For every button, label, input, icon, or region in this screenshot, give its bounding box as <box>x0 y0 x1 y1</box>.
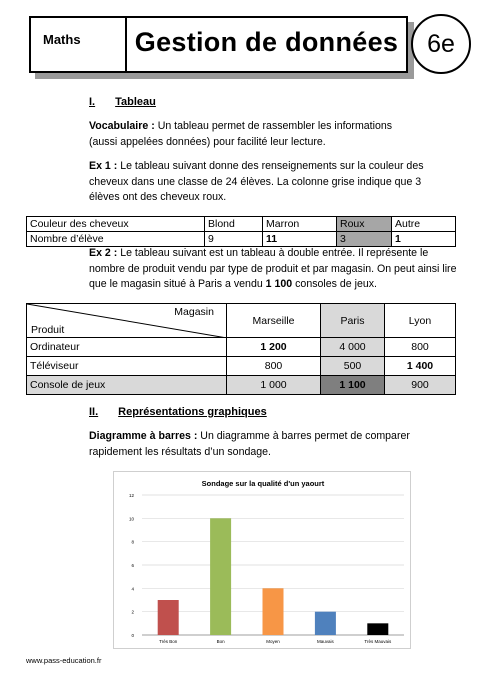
table-cell: 900 <box>385 376 456 395</box>
y-tick-label: 8 <box>131 539 134 545</box>
row-header: Console de jeux <box>27 376 227 395</box>
table-row <box>27 376 456 395</box>
y-tick-label: 10 <box>128 516 134 522</box>
table-cell: 1 400 <box>385 357 456 376</box>
table-row <box>27 304 456 338</box>
table-cell: 1 200 <box>227 338 321 357</box>
table-cell: 500 <box>321 357 385 376</box>
row-header: Ordinateur <box>27 338 227 357</box>
table-cell: 1 100 <box>321 376 385 395</box>
x-tick-label: Très Bon <box>159 639 178 644</box>
footer-url: www.pass-education.fr <box>26 656 102 665</box>
bar-chart <box>113 471 411 649</box>
exercise-2-paragraph: Ex 2 : Le tableau suivant est un tableau à double entrée. Il représente le nombre de produit vendu par type de produit et par magasin. On peut ainsi lire que le magasin situé à Paris a vendu 1 100 consoles de jeux. <box>89 247 457 290</box>
table-row <box>27 338 456 357</box>
row-header: Téléviseur <box>27 357 227 376</box>
header-box <box>29 16 408 73</box>
vocabulary-paragraph: Vocabulaire : Un tableau permet de rassembler les informations (aussi appelées données) pour facilité leur lecture. <box>89 120 393 148</box>
table-cell: 1 <box>392 232 456 247</box>
bar <box>158 600 179 635</box>
column-header: Paris <box>321 304 385 338</box>
chart-title: Sondage sur la qualité d'un yaourt <box>201 479 325 488</box>
section-heading-tableau: I. Tableau <box>89 96 156 108</box>
table-row <box>27 357 456 376</box>
x-tick-label: Très Mauvais <box>364 639 392 644</box>
table-cell: 11 <box>263 232 337 247</box>
bar <box>367 623 388 635</box>
table-cell: 3 <box>337 232 392 247</box>
column-header: Marseille <box>227 304 321 338</box>
subject-label: Maths <box>31 18 127 71</box>
x-tick-label: Bon <box>216 639 225 644</box>
bar <box>263 588 284 635</box>
corner-label-produit: Produit <box>31 324 65 336</box>
table-cell: Autre <box>392 217 456 232</box>
table-cell: Nombre d’élève <box>27 232 205 247</box>
y-tick-label: 4 <box>131 586 134 592</box>
table-row <box>27 217 456 232</box>
table-cell: Couleur des cheveux <box>27 217 205 232</box>
bar <box>315 612 336 635</box>
corner-label-magasin: Magasin <box>174 306 214 318</box>
bar <box>210 518 231 635</box>
chart-svg <box>114 472 412 650</box>
column-header: Lyon <box>385 304 456 338</box>
table-cell: 4 000 <box>321 338 385 357</box>
exercise-1-paragraph: Ex 1 : Le tableau suivant donne des renseignements sur la couleur des cheveux dans une classe de 24 élèves. La colonne grise indique que 3 élèves ont des cheveux roux. <box>89 160 424 203</box>
sales-table <box>26 303 456 395</box>
x-tick-label: Moyen <box>266 639 280 644</box>
section-heading-graphiques: II. Représentations graphiques <box>89 406 267 418</box>
grade-badge: 6e <box>411 14 471 74</box>
y-tick-label: 2 <box>131 609 134 615</box>
table-cell: Marron <box>263 217 337 232</box>
table-cell: Blond <box>205 217 263 232</box>
x-tick-label: Mauvais <box>317 639 334 644</box>
y-tick-label: 6 <box>131 563 134 568</box>
table-cell: 800 <box>227 357 321 376</box>
barchart-definition: Diagramme à barres : Un diagramme à barres permet de comparer rapidement les résultats d’un sondage. <box>89 430 410 458</box>
table-cell: 1 000 <box>227 376 321 395</box>
table-cell: 800 <box>385 338 456 357</box>
y-tick-label: 0 <box>131 633 134 638</box>
page-title: Gestion de données <box>134 27 399 57</box>
table-cell: 9 <box>205 232 263 247</box>
y-tick-label: 12 <box>128 493 134 498</box>
table-cell: Roux <box>337 217 392 232</box>
hair-color-table <box>26 216 456 247</box>
table-corner-cell <box>27 304 227 338</box>
table-row <box>27 232 456 247</box>
